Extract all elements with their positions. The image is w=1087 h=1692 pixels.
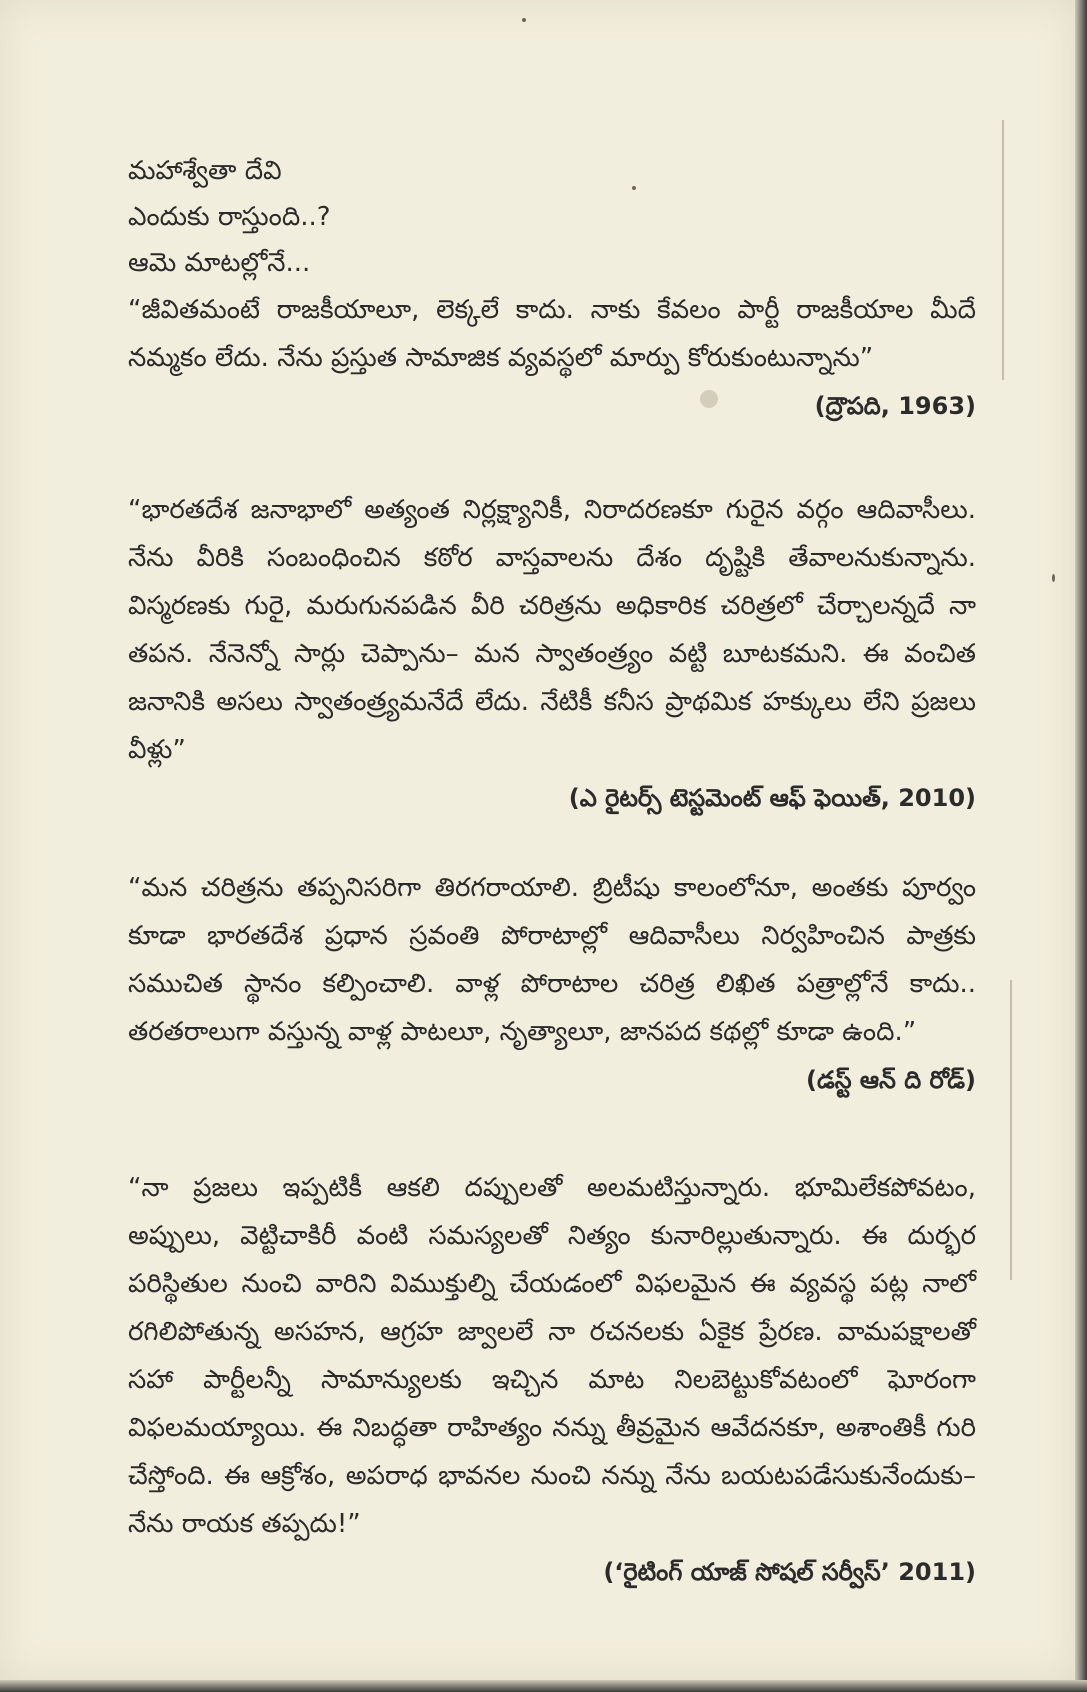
quote-source: (ద్రౌపది, 1963): [814, 392, 976, 420]
section-gap: [128, 822, 976, 864]
quote-text: “జీవితమంటే రాజకీయాలూ, లెక్కలే కాదు. నాకు కేవలం పార్టీ రాజకీయాల మీదే నమ్మకం లేదు. నేను ప్రస్తుత సామాజిక వ్యవస్థలో మార్పు కోరుకుంటున్నాను”: [128, 295, 976, 373]
document-body: [128, 148, 976, 1596]
quote-text: “మన చరిత్రను తప్పనిసరిగా తిరగరాయాలి. బ్రిటీషు కాలంలోనూ, అంతకు పూర్వం కూడా భారతదేశ ప్రధాన స్రవంతి పోరాటాల్లో ఆదివాసీలు నిర్వహించిన పాత్రకు సముచిత స్థానం కల్పించాలి. వాళ్ల పోరాటాల చరిత్ర లిఖిత పత్రాల్లోనే కాదు.. తరతరాలుగా వస్తున్న వాళ్ల పాటలూ, నృత్యాలూ, జానపద కథల్లో కూడా ఉంది.”: [128, 873, 976, 1047]
paper-speck: [1052, 574, 1055, 582]
paper-crease: [1010, 980, 1012, 1280]
quote-source: (‘రైటింగ్ యాజ్ సోషల్ సర్వీస్’ 2011): [603, 1558, 976, 1586]
paper-crease: [1002, 120, 1004, 380]
quote-text: “భారతదేశ జనాభాలో అత్యంత నిర్లక్ష్యానికీ, నిరాదరణకూ గురైన వర్గం ఆదివాసీలు. నేను వీరికి సంబంధించిన కఠోర వాస్తవాలను దేశం దృష్టికి తేవాలనుకున్నాను. విస్మరణకు గురై, మరుగునపడిన వీరి చరిత్రను అధికారిక చరిత్రలో చేర్చాలన్నదే నా తపన. నేనెన్నో సార్లు చెప్పాను– మన స్వాతంత్ర్యం వట్టి బూటకమని. ఈ వంచిత జనానికి అసలు స్వాతంత్ర్యమనేదే లేదు. నేటికీ కనీస ప్రాథమిక హక్కులు లేని ప్రజలు వీళ్లు”: [128, 495, 976, 765]
quote-text: “నా ప్రజలు ఇప్పటికీ ఆకలి దప్పులతో అలమటిస్తున్నారు. భూమిలేకపోవటం, అప్పులు, వెట్టిచాకిరీ వంటి సమస్యలతో నిత్యం కునారిల్లుతున్నారు. ఈ దుర్భర పరిస్థితుల నుంచి వారిని విముక్తుల్ని చేయడంలో విఫలమైన ఈ వ్యవస్థ పట్ల నాలో రగిలిపోతున్న అసహన, ఆగ్రహ జ్వాలలే నా రచనలకు ఏకైక ప్రేరణ. వామపక్షాలతో సహా పార్టీలన్నీ సామాన్యులకు ఇచ్చిన మాట నిలబెట్టుకోవటంలో ఘోరంగా విఫలమయ్యాయి. ఈ నిబద్ధతా రాహిత్యం నన్ను తీవ్రమైన ఆవేదనకూ, అశాంతికీ గురి చేస్తోంది. ఈ ఆక్రోశం, అపరాధ భావనల నుంచి నన్ను నేను బయటపడేసుకునేందుకు– నేను రాయక తప్పదు!”: [128, 1173, 976, 1539]
paper-speck: [522, 18, 526, 22]
scan-edge-bottom: [0, 1680, 1087, 1692]
quote-source: (డస్ట్ ఆన్ ది రోడ్): [805, 1066, 976, 1094]
author-name: మహాశ్వేతా దేవి: [128, 156, 282, 186]
intro-lead: ఆమె మాటల్లోనే...: [128, 248, 311, 278]
intro-question: ఎందుకు రాస్తుంది..?: [128, 202, 331, 232]
scan-edge-right: [1075, 0, 1087, 1692]
section-gap: [128, 1104, 976, 1164]
section-gap: [128, 430, 976, 486]
quote-source: (ఎ రైటర్స్ టెస్టమెంట్ ఆఫ్ ఫెయిత్, 2010): [568, 784, 976, 812]
